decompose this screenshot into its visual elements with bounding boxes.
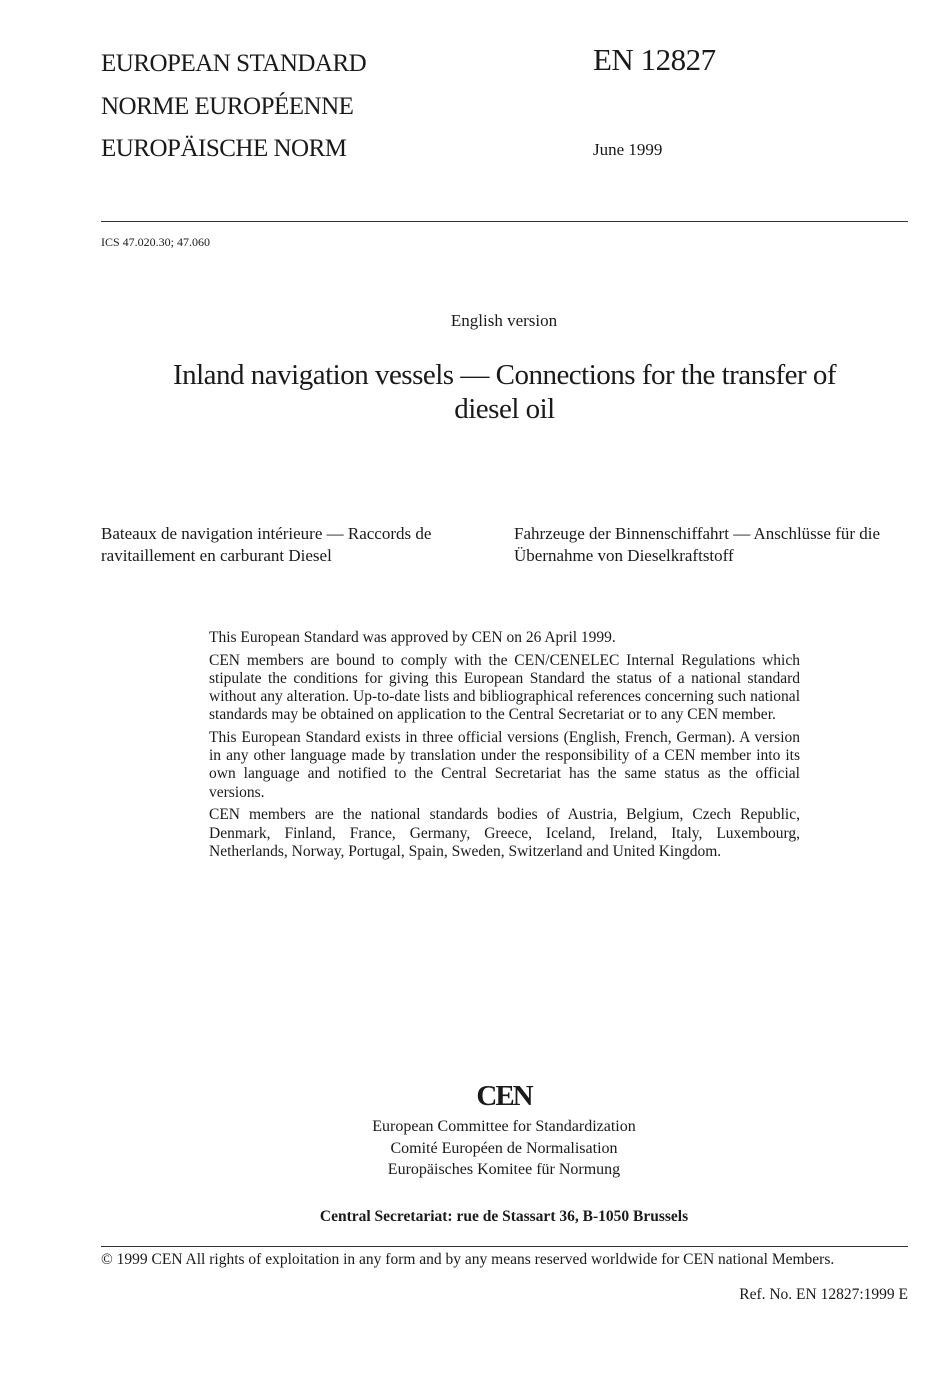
paragraph-versions: This European Standard exists in three official versions (English, French, German). A version in any other language made by translation under the responsibility of a CEN member into its own language and notified to the Central Secretariat has the same status as the official versions. — [209, 729, 800, 801]
standard-type-french: NORME EUROPÉENNE — [101, 93, 354, 120]
cen-logo: CEN — [476, 1080, 532, 1112]
document-title — [101, 358, 908, 426]
ics-code: ICS 47.020.30; 47.060 — [101, 235, 211, 249]
organization-name-french: Comité Européen de Normalisation — [390, 1139, 618, 1157]
standard-type-english: EUROPEAN STANDARD — [101, 50, 367, 77]
copyright-notice: © 1999 CEN All rights of exploitation in any form and by any means reserved worldwide for CEN national Members. — [101, 1251, 835, 1268]
paragraph-approval: This European Standard was approved by CEN on 26 April 1999. — [209, 629, 616, 646]
german-title: Fahrzeuge der Binnenschiffahrt — Anschlüsse für die Übernahme von Dieselkraftstoff — [514, 524, 881, 565]
header-divider — [101, 221, 908, 222]
organization-names — [0, 1116, 950, 1181]
organization-name-german: Europäisches Komitee für Normung — [387, 1161, 621, 1178]
paragraph-regulations: CEN members are bound to comply with the CEN/CENELEC Internal Regulations which stipulate the conditions for giving this European Standard the status of a national standard without any alteration. Up-to-date lists and bibliographical references concerning such national standards may be obtained on application to the Central Secretariat or to any CEN member. — [209, 651, 800, 724]
version-label: English version — [450, 311, 558, 330]
title-line-1: Inland navigation vessels — Connections for the transfer of — [172, 359, 837, 391]
standard-type-german: EUROPÄISCHE NORM — [101, 135, 347, 162]
approval-notice — [209, 629, 800, 865]
publication-date: June 1999 — [593, 140, 663, 159]
title-line-2: diesel oil — [454, 393, 555, 425]
footer-divider — [101, 1246, 908, 1247]
paragraph-members: CEN members are the national standards bodies of Austria, Belgium, Czech Republic, Denmark, Finland, France, Germany, Greece, Iceland, Ireland, Italy, Luxembourg, Netherlands, Norway, Portugal, Spain, Sweden, Switzerland and United Kingdom. — [209, 806, 800, 860]
french-title: Bateaux de navigation intérieure — Raccords de ravitaillement en carburant Diesel — [101, 524, 432, 565]
reference-number: Ref. No. EN 12827:1999 E — [739, 1286, 908, 1303]
organization-name-english: European Committee for Standardization — [372, 1118, 636, 1135]
standard-number: EN 12827 — [593, 42, 716, 77]
secretariat-address: Central Secretariat: rue de Stassart 36, B-1050 Brussels — [319, 1208, 689, 1225]
